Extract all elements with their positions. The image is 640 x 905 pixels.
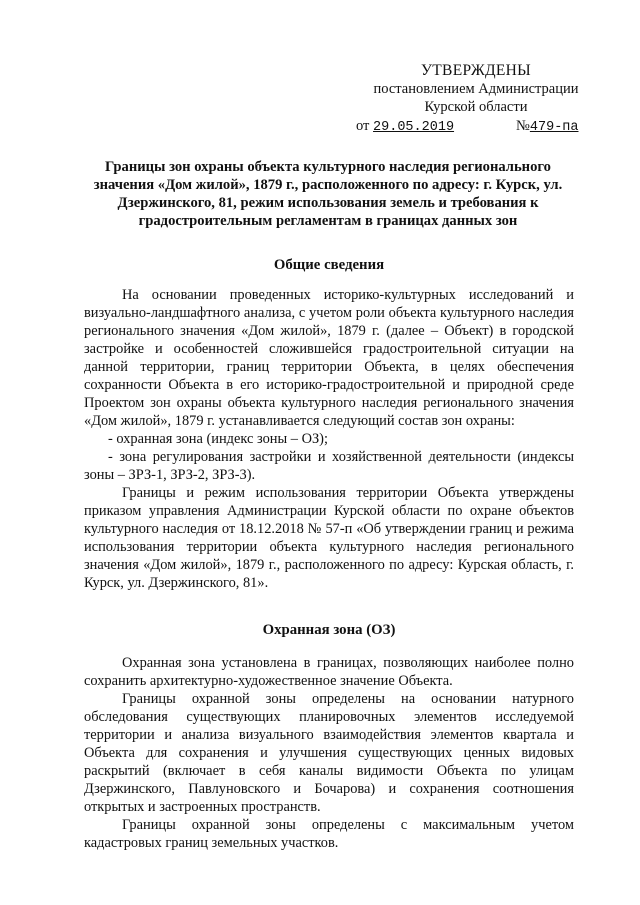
approval-heading: УТВЕРЖДЕНЫ <box>421 62 531 79</box>
paragraph: На основании проведенных историко-культурных исследований и визуально-ландшафтного анализа, с учетом роли объекта культурного наследия регионального значения «Дом жилой», 1879 г. (далее – Объект) в городской застройке и особенностей сложившейся градостроительной ситуации на данной территории, границ территории Объекта, в целях обеспечения сохранности Объекта в его историко-градостроительной и природной среде Проектом зон охраны объекта культурного наследия регионального значения «Дом жилой», 1879 г. устанавливается следующий состав зон охраны: <box>84 287 574 429</box>
paragraph: Границы и режим использования территории Объекта утверждены приказом управления Администрации Курской области по охране объектов культурного наследия от 18.12.2018 № 57-п «Об утверждении границ и режима использования территории объекта культурного наследия регионального значения «Дом жилой», 1879 г., расположенного по адресу: Курская область, г. Курск, ул. Дзержинского, 81». <box>84 485 574 591</box>
document-title: Границы зон охраны объекта культурного наследия регионального значения «Дом жилой», 1879 г., расположенного по адресу: г. Курск, ул. Дзержинского, 81, режим использования земель и требования к градостроительным регламентам в границах данных зон <box>93 159 563 229</box>
list-item: - охранная зона (индекс зоны – ОЗ); <box>108 431 328 447</box>
section-body-general <box>84 286 574 592</box>
approval-stamp <box>356 62 596 137</box>
approval-number: 479-па <box>529 120 579 135</box>
number-prefix: № <box>516 118 530 134</box>
paragraph: Охранная зона установлена в границах, позволяющих наиболее полно сохранить архитектурно-художественное значение Объекта. <box>84 655 574 689</box>
section-body-protection-zone <box>84 654 574 852</box>
list-item: - зона регулирования застройки и хозяйственной деятельности (индексы зоны – ЗРЗ-1, ЗРЗ-2, ЗРЗ-3). <box>84 449 574 483</box>
approval-region-line: Курской области <box>424 99 528 115</box>
section-heading-general: Общие сведения <box>273 257 385 273</box>
section-heading-protection-zone: Охранная зона (ОЗ) <box>262 622 396 638</box>
date-prefix: от <box>356 118 370 134</box>
approval-issuer-line: постановлением Администрации <box>373 81 579 97</box>
approval-date-number-line <box>356 117 596 137</box>
approval-date: 29.05.2019 <box>373 120 455 135</box>
paragraph: Границы охранной зоны определены с максимальным учетом кадастровых границ земельных участков. <box>84 817 574 851</box>
paragraph: Границы охранной зоны определены на основании натурного обследования существующих планировочных элементов исследуемой территории и анализа визуального взаимодействия элементов квартала и Объекта для сохранения и улучшения существующих ценных видовых раскрытий (включает в себя каналы видимости Объекта по улицам Дзержинского, Павлуновского и Бочарова) и сохранения соотношения открытых и застроенных пространств. <box>84 691 574 815</box>
